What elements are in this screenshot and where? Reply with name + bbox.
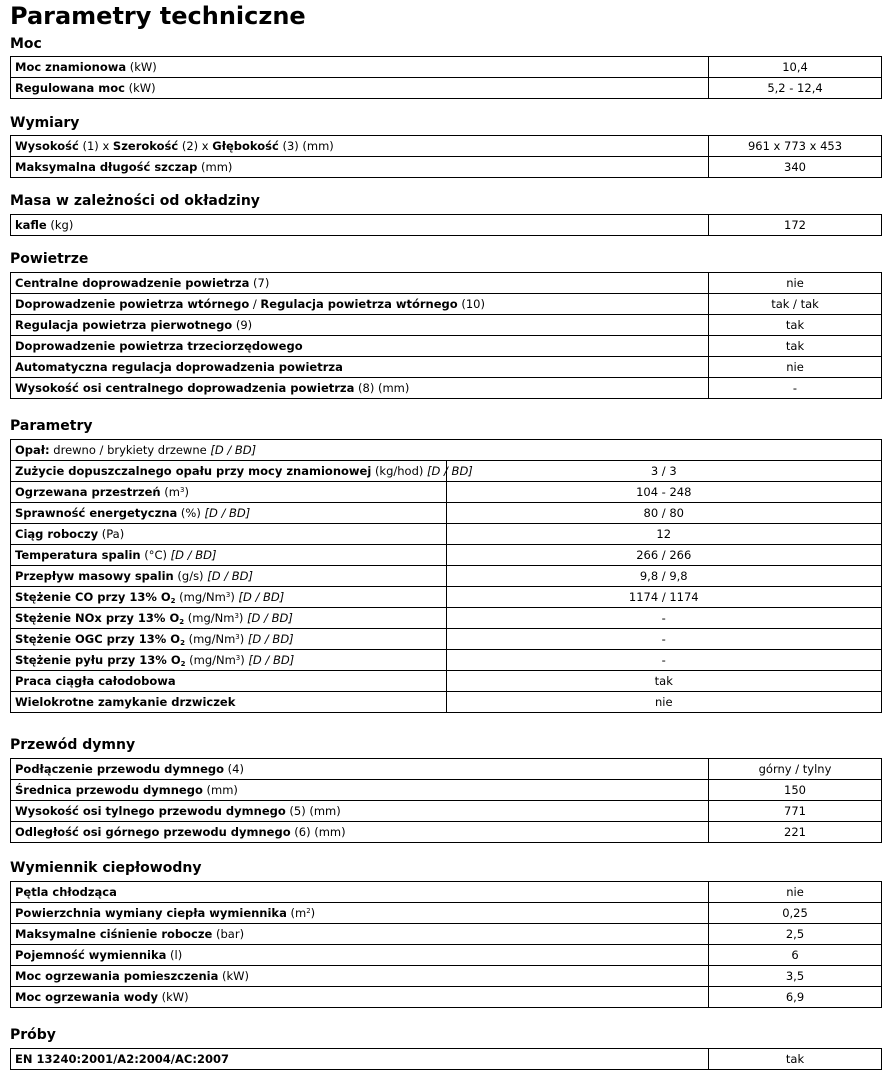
row-label: Stężenie pyłu przy 13% $O_2$ (mg/Nm$^3$) [D / BD] bbox=[11, 650, 447, 671]
table-row bbox=[11, 945, 882, 966]
row-value: nie bbox=[709, 273, 882, 294]
row-label: Wielokrotne zamykanie drzwiczek bbox=[11, 692, 447, 713]
table-row bbox=[11, 357, 882, 378]
table-row bbox=[11, 882, 882, 903]
fuel-row: Opał: drewno / brykiety drzewne [D / BD] bbox=[11, 440, 882, 461]
row-value: 961 x 773 x 453 bbox=[709, 136, 882, 157]
table-row bbox=[11, 692, 882, 713]
row-label: Centralne doprowadzenie powietrza (7) bbox=[11, 273, 709, 294]
row-value: tak bbox=[709, 336, 882, 357]
row-value: 266 / 266 bbox=[446, 545, 882, 566]
row-label: Sprawność energetyczna (%) [D / BD] bbox=[11, 503, 447, 524]
table-row bbox=[11, 587, 882, 608]
row-label: Stężenie CO przy 13% $O_2$ (mg/Nm$^3$) [D / BD] bbox=[11, 587, 447, 608]
table-row bbox=[11, 566, 882, 587]
row-value: 104 - 248 bbox=[446, 482, 882, 503]
row-value: nie bbox=[709, 882, 882, 903]
table-proby bbox=[10, 1048, 882, 1070]
row-label: Pojemność wymiennika (l) bbox=[11, 945, 709, 966]
row-value: 0,25 bbox=[709, 903, 882, 924]
table-row bbox=[11, 903, 882, 924]
table-row bbox=[11, 461, 882, 482]
row-value: 221 bbox=[709, 822, 882, 843]
row-label: Przepływ masowy spalin (g/s) [D / BD] bbox=[11, 566, 447, 587]
section-title-wymiennik: Wymiennik ciepłowodny bbox=[10, 860, 202, 876]
row-label: Stężenie NOx przy 13% $O_2$ (mg/Nm$^3$) [D / BD] bbox=[11, 608, 447, 629]
row-label: Wysokość osi centralnego doprowadzenia powietrza (8) (mm) bbox=[11, 378, 709, 399]
table-row bbox=[11, 822, 882, 843]
section-title-wymiary: Wymiary bbox=[10, 115, 80, 131]
section-title-powietrze: Powietrze bbox=[10, 251, 89, 267]
row-value: 6 bbox=[709, 945, 882, 966]
row-value: - bbox=[446, 608, 882, 629]
table-przewod bbox=[10, 758, 882, 843]
row-label: Praca ciągła całodobowa bbox=[11, 671, 447, 692]
table-row bbox=[11, 482, 882, 503]
table-parametry bbox=[10, 439, 882, 713]
row-value: 2,5 bbox=[709, 924, 882, 945]
section-title-masa: Masa w zależności od okładziny bbox=[10, 193, 260, 209]
section-title-przewod: Przewód dymny bbox=[10, 737, 136, 753]
table-row bbox=[11, 759, 882, 780]
row-value: - bbox=[446, 629, 882, 650]
row-value: 9,8 / 9,8 bbox=[446, 566, 882, 587]
table-row bbox=[11, 78, 882, 99]
table-row bbox=[11, 650, 882, 671]
table-row bbox=[11, 987, 882, 1008]
row-value: 771 bbox=[709, 801, 882, 822]
row-value: 172 bbox=[709, 215, 882, 236]
row-value: 12 bbox=[446, 524, 882, 545]
row-label: Wysokość (1) x Szerokość (2) x Głębokość (3) (mm) bbox=[11, 136, 709, 157]
row-value: 1174 / 1174 bbox=[446, 587, 882, 608]
row-value: tak / tak bbox=[709, 294, 882, 315]
row-value: - bbox=[709, 378, 882, 399]
table-row bbox=[11, 503, 882, 524]
table-row bbox=[11, 378, 882, 399]
row-label: EN 13240:2001/A2:2004/AC:2007 bbox=[11, 1049, 709, 1070]
row-label: Zużycie dopuszczalnego opału przy mocy znamionowej (kg/hod) [D / BD] bbox=[11, 461, 447, 482]
row-label: kafle (kg) bbox=[11, 215, 709, 236]
table-row bbox=[11, 924, 882, 945]
row-label: Średnica przewodu dymnego (mm) bbox=[11, 780, 709, 801]
row-label: Moc ogrzewania pomieszczenia (kW) bbox=[11, 966, 709, 987]
table-wymiennik bbox=[10, 881, 882, 1008]
table-row bbox=[11, 336, 882, 357]
table-row bbox=[11, 315, 882, 336]
section-title-moc: Moc bbox=[10, 36, 42, 52]
table-row bbox=[11, 671, 882, 692]
table-moc bbox=[10, 56, 882, 99]
row-value: górny / tylny bbox=[709, 759, 882, 780]
row-label: Ciąg roboczy (Pa) bbox=[11, 524, 447, 545]
row-label: Automatyczna regulacja doprowadzenia powietrza bbox=[11, 357, 709, 378]
table-powietrze bbox=[10, 272, 882, 399]
row-label: Temperatura spalin (°C) [D / BD] bbox=[11, 545, 447, 566]
table-row bbox=[11, 440, 882, 461]
table-masa bbox=[10, 214, 882, 236]
row-value: 340 bbox=[709, 157, 882, 178]
row-label: Powierzchnia wymiany ciepła wymiennika $(m^2)$ bbox=[11, 903, 709, 924]
row-label: Ogrzewana przestrzeń $(m^3)$ bbox=[11, 482, 447, 503]
row-label: Podłączenie przewodu dymnego (4) bbox=[11, 759, 709, 780]
row-value: 3 / 3 bbox=[446, 461, 882, 482]
table-row bbox=[11, 608, 882, 629]
row-label: Stężenie OGC przy 13% $O_2$ (mg/Nm$^3$) [D / BD] bbox=[11, 629, 447, 650]
row-value: 5,2 - 12,4 bbox=[709, 78, 882, 99]
table-row bbox=[11, 780, 882, 801]
table-row bbox=[11, 1049, 882, 1070]
row-value: 150 bbox=[709, 780, 882, 801]
row-value: 80 / 80 bbox=[446, 503, 882, 524]
row-label: Doprowadzenie powietrza trzeciorzędowego bbox=[11, 336, 709, 357]
row-value: nie bbox=[709, 357, 882, 378]
row-label: Pętla chłodząca bbox=[11, 882, 709, 903]
row-value: tak bbox=[709, 1049, 882, 1070]
row-label: Maksymalna długość szczap (mm) bbox=[11, 157, 709, 178]
row-label: Doprowadzenie powietrza wtórnego / Regulacja powietrza wtórnego (10) bbox=[11, 294, 709, 315]
table-row bbox=[11, 966, 882, 987]
row-value: tak bbox=[709, 315, 882, 336]
row-value: nie bbox=[446, 692, 882, 713]
table-row bbox=[11, 215, 882, 236]
row-value: 6,9 bbox=[709, 987, 882, 1008]
table-row bbox=[11, 629, 882, 650]
row-label: Odległość osi górnego przewodu dymnego (6) (mm) bbox=[11, 822, 709, 843]
table-row bbox=[11, 157, 882, 178]
table-row bbox=[11, 801, 882, 822]
table-row bbox=[11, 57, 882, 78]
table-row bbox=[11, 136, 882, 157]
row-value: 3,5 bbox=[709, 966, 882, 987]
table-row bbox=[11, 294, 882, 315]
row-label: Regulacja powietrza pierwotnego (9) bbox=[11, 315, 709, 336]
row-label: Moc ogrzewania wody (kW) bbox=[11, 987, 709, 1008]
table-wymiary bbox=[10, 135, 882, 178]
section-title-proby: Próby bbox=[10, 1027, 56, 1043]
row-label: Regulowana moc (kW) bbox=[11, 78, 709, 99]
table-row bbox=[11, 273, 882, 294]
row-value: - bbox=[446, 650, 882, 671]
row-label: Wysokość osi tylnego przewodu dymnego (5) (mm) bbox=[11, 801, 709, 822]
row-label: Maksymalne ciśnienie robocze (bar) bbox=[11, 924, 709, 945]
row-value: 10,4 bbox=[709, 57, 882, 78]
table-row bbox=[11, 545, 882, 566]
row-value: tak bbox=[446, 671, 882, 692]
section-title-parametry: Parametry bbox=[10, 418, 93, 434]
row-label: Moc znamionowa (kW) bbox=[11, 57, 709, 78]
page-title: Parametry techniczne bbox=[10, 2, 306, 30]
table-row bbox=[11, 524, 882, 545]
